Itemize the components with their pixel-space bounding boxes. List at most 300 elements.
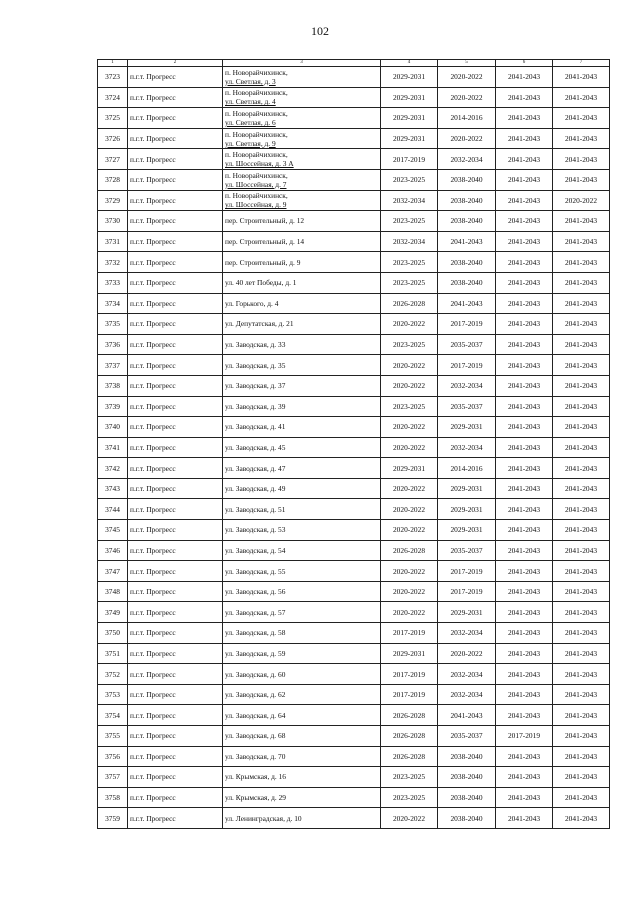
address-line: п. Новорайчихинск,: [225, 150, 288, 160]
settlement-cell: п.г.т. Прогресс: [128, 726, 223, 747]
period-col6-cell: 2041-2043: [496, 149, 553, 170]
settlement-cell: п.г.т. Прогресс: [128, 787, 223, 808]
settlement-cell: п.г.т. Прогресс: [128, 231, 223, 252]
period-col5-cell: 2032-2034: [438, 149, 496, 170]
table-row: [98, 272, 610, 293]
row-number: 3748: [98, 581, 128, 602]
settlement-cell: п.г.т. Прогресс: [128, 602, 223, 623]
period-col7-cell: 2041-2043: [553, 664, 610, 685]
table-row: [98, 252, 610, 273]
settlement-cell: п.г.т. Прогресс: [128, 417, 223, 438]
table-row: [98, 211, 610, 232]
row-number: 3743: [98, 478, 128, 499]
period-col6-cell: 2041-2043: [496, 561, 553, 582]
column-number: 4: [381, 60, 438, 67]
period-col7-cell: 2041-2043: [553, 169, 610, 190]
address-cell: [223, 169, 381, 190]
period-col7-cell: 2041-2043: [553, 334, 610, 355]
period-col7-cell: 2041-2043: [553, 746, 610, 767]
period-col5-cell: 2035-2037: [438, 726, 496, 747]
settlement-cell: п.г.т. Прогресс: [128, 128, 223, 149]
period-col7-cell: 2041-2043: [553, 643, 610, 664]
address-line: ул. Заводская, д. 59: [225, 648, 286, 658]
address-line: ул. Заводская, д. 56: [225, 587, 286, 597]
period-col5-cell: 2029-2031: [438, 417, 496, 438]
period-col7-cell: 2041-2043: [553, 726, 610, 747]
column-number: 6: [496, 60, 553, 67]
table-row: [98, 108, 610, 129]
settlement-cell: п.г.т. Прогресс: [128, 520, 223, 541]
period-col7-cell: 2020-2022: [553, 190, 610, 211]
address-line: п. Новорайчихинск,: [225, 191, 288, 201]
settlement-cell: п.г.т. Прогресс: [128, 623, 223, 644]
address-cell: [223, 128, 381, 149]
period-col4-cell: 2023-2025: [381, 272, 438, 293]
period-col7-cell: 2041-2043: [553, 499, 610, 520]
settlement-cell: п.г.т. Прогресс: [128, 437, 223, 458]
period-col4-cell: 2026-2028: [381, 746, 438, 767]
period-col4-cell: 2032-2034: [381, 190, 438, 211]
settlement-cell: п.г.т. Прогресс: [128, 211, 223, 232]
address-cell: [223, 602, 381, 623]
address-cell: [223, 211, 381, 232]
period-col5-cell: 2017-2019: [438, 355, 496, 376]
period-col4-cell: 2023-2025: [381, 787, 438, 808]
table-row: [98, 581, 610, 602]
period-col4-cell: 2023-2025: [381, 334, 438, 355]
address-cell: [223, 684, 381, 705]
table-row: [98, 396, 610, 417]
address-line: ул. Крымская, д. 29: [225, 793, 287, 803]
row-number: 3754: [98, 705, 128, 726]
address-cell: [223, 787, 381, 808]
address-line: ул. Заводская, д. 37: [225, 381, 286, 391]
table-row: [98, 190, 610, 211]
period-col5-cell: 2029-2031: [438, 520, 496, 541]
period-col7-cell: 2041-2043: [553, 458, 610, 479]
row-number: 3755: [98, 726, 128, 747]
table-row: [98, 561, 610, 582]
period-col5-cell: 2017-2019: [438, 314, 496, 335]
row-number: 3732: [98, 252, 128, 273]
period-col5-cell: 2041-2043: [438, 705, 496, 726]
address-line: п. Новорайчихинск,: [225, 88, 288, 98]
period-col4-cell: 2023-2025: [381, 169, 438, 190]
row-number: 3744: [98, 499, 128, 520]
period-col7-cell: 2041-2043: [553, 808, 610, 829]
address-line: ул. Светлая, д. 6: [225, 117, 276, 127]
address-cell: [223, 623, 381, 644]
period-col6-cell: 2041-2043: [496, 499, 553, 520]
column-number-row: [98, 60, 610, 67]
address-cell: [223, 664, 381, 685]
period-col5-cell: 2020-2022: [438, 67, 496, 88]
period-col6-cell: 2041-2043: [496, 520, 553, 541]
period-col5-cell: 2032-2034: [438, 684, 496, 705]
settlement-cell: п.г.т. Прогресс: [128, 478, 223, 499]
period-col7-cell: 2041-2043: [553, 478, 610, 499]
settlement-cell: п.г.т. Прогресс: [128, 581, 223, 602]
address-cell: [223, 314, 381, 335]
period-col4-cell: 2029-2031: [381, 128, 438, 149]
row-number: 3736: [98, 334, 128, 355]
address-line: ул. Шоссейная, д. 7: [225, 179, 287, 189]
table-row: [98, 334, 610, 355]
address-cell: [223, 417, 381, 438]
period-col4-cell: 2023-2025: [381, 252, 438, 273]
table-row: [98, 169, 610, 190]
address-line: ул. Заводская, д. 35: [225, 360, 286, 370]
column-number: 5: [438, 60, 496, 67]
period-col4-cell: 2029-2031: [381, 67, 438, 88]
period-col7-cell: 2041-2043: [553, 540, 610, 561]
settlement-cell: п.г.т. Прогресс: [128, 458, 223, 479]
period-col6-cell: 2041-2043: [496, 808, 553, 829]
address-line: ул. Ленинградская, д. 10: [225, 813, 302, 823]
period-col7-cell: 2041-2043: [553, 705, 610, 726]
row-number: 3757: [98, 767, 128, 788]
row-number: 3759: [98, 808, 128, 829]
settlement-cell: п.г.т. Прогресс: [128, 355, 223, 376]
period-col5-cell: 2038-2040: [438, 169, 496, 190]
period-col4-cell: 2032-2034: [381, 231, 438, 252]
settlement-cell: п.г.т. Прогресс: [128, 643, 223, 664]
period-col5-cell: 2035-2037: [438, 396, 496, 417]
period-col4-cell: 2020-2022: [381, 314, 438, 335]
table-row: [98, 417, 610, 438]
address-line: ул. Заводская, д. 60: [225, 669, 286, 679]
period-col4-cell: 2026-2028: [381, 705, 438, 726]
address-cell: [223, 334, 381, 355]
row-number: 3734: [98, 293, 128, 314]
table-row: [98, 643, 610, 664]
settlement-cell: п.г.т. Прогресс: [128, 767, 223, 788]
address-line: п. Новорайчихинск,: [225, 108, 288, 118]
row-number: 3752: [98, 664, 128, 685]
period-col6-cell: 2041-2043: [496, 375, 553, 396]
row-number: 3735: [98, 314, 128, 335]
row-number: 3740: [98, 417, 128, 438]
period-col7-cell: 2041-2043: [553, 623, 610, 644]
row-number: 3756: [98, 746, 128, 767]
period-col6-cell: 2041-2043: [496, 211, 553, 232]
period-col4-cell: 2017-2019: [381, 149, 438, 170]
period-col6-cell: 2041-2043: [496, 334, 553, 355]
row-number: 3728: [98, 169, 128, 190]
period-col5-cell: 2032-2034: [438, 437, 496, 458]
address-cell: [223, 149, 381, 170]
address-cell: [223, 726, 381, 747]
settlement-cell: п.г.т. Прогресс: [128, 540, 223, 561]
period-col7-cell: 2041-2043: [553, 417, 610, 438]
address-line: пер. Строительный, д. 12: [225, 216, 305, 226]
address-line: ул. Светлая, д. 4: [225, 97, 276, 107]
address-cell: [223, 190, 381, 211]
period-col6-cell: 2041-2043: [496, 231, 553, 252]
period-col4-cell: 2029-2031: [381, 458, 438, 479]
period-col5-cell: 2029-2031: [438, 602, 496, 623]
address-line: ул. Заводская, д. 57: [225, 607, 286, 617]
period-col5-cell: 2041-2043: [438, 293, 496, 314]
period-col7-cell: 2041-2043: [553, 787, 610, 808]
table-row: [98, 808, 610, 829]
row-number: 3750: [98, 623, 128, 644]
period-col7-cell: 2041-2043: [553, 396, 610, 417]
period-col6-cell: 2041-2043: [496, 272, 553, 293]
period-col7-cell: 2041-2043: [553, 602, 610, 623]
period-col7-cell: 2041-2043: [553, 87, 610, 108]
address-cell: [223, 437, 381, 458]
address-cell: [223, 808, 381, 829]
address-line: ул. Заводская, д. 58: [225, 628, 286, 638]
period-col4-cell: 2026-2028: [381, 293, 438, 314]
address-line: пер. Строительный, д. 14: [225, 237, 305, 247]
address-line: ул. Заводская, д. 33: [225, 340, 286, 350]
row-number: 3746: [98, 540, 128, 561]
period-col4-cell: 2020-2022: [381, 602, 438, 623]
row-number: 3730: [98, 211, 128, 232]
row-number: 3742: [98, 458, 128, 479]
address-cell: [223, 705, 381, 726]
period-col5-cell: 2014-2016: [438, 458, 496, 479]
period-col5-cell: 2041-2043: [438, 231, 496, 252]
address-cell: [223, 767, 381, 788]
row-number: 3751: [98, 643, 128, 664]
column-number: 3: [223, 60, 381, 67]
address-line: ул. Заводская, д. 45: [225, 442, 286, 452]
period-col7-cell: 2041-2043: [553, 314, 610, 335]
row-number: 3729: [98, 190, 128, 211]
schedule-table: [97, 59, 610, 829]
period-col5-cell: 2020-2022: [438, 128, 496, 149]
address-line: ул. Заводская, д. 64: [225, 710, 286, 720]
period-col5-cell: 2020-2022: [438, 643, 496, 664]
address-line: ул. Заводская, д. 68: [225, 731, 286, 741]
table-row: [98, 293, 610, 314]
period-col5-cell: 2038-2040: [438, 746, 496, 767]
settlement-cell: п.г.т. Прогресс: [128, 314, 223, 335]
period-col6-cell: 2041-2043: [496, 67, 553, 88]
row-number: 3739: [98, 396, 128, 417]
column-number: 1: [98, 60, 128, 67]
row-number: 3726: [98, 128, 128, 149]
period-col4-cell: 2020-2022: [381, 375, 438, 396]
period-col5-cell: 2029-2031: [438, 499, 496, 520]
period-col7-cell: 2041-2043: [553, 211, 610, 232]
address-line: ул. Заводская, д. 62: [225, 690, 286, 700]
address-line: ул. Заводская, д. 55: [225, 566, 286, 576]
settlement-cell: п.г.т. Прогресс: [128, 375, 223, 396]
settlement-cell: п.г.т. Прогресс: [128, 746, 223, 767]
period-col5-cell: 2038-2040: [438, 767, 496, 788]
period-col5-cell: 2017-2019: [438, 561, 496, 582]
period-col5-cell: 2035-2037: [438, 540, 496, 561]
address-cell: [223, 375, 381, 396]
address-line: ул. Крымская, д. 16: [225, 772, 287, 782]
period-col7-cell: 2041-2043: [553, 437, 610, 458]
table-row: [98, 355, 610, 376]
period-col4-cell: 2029-2031: [381, 643, 438, 664]
period-col5-cell: 2029-2031: [438, 478, 496, 499]
table-row: [98, 767, 610, 788]
period-col4-cell: 2017-2019: [381, 664, 438, 685]
period-col4-cell: 2023-2025: [381, 767, 438, 788]
row-number: 3737: [98, 355, 128, 376]
period-col4-cell: 2017-2019: [381, 623, 438, 644]
period-col4-cell: 2020-2022: [381, 808, 438, 829]
period-col7-cell: 2041-2043: [553, 272, 610, 293]
settlement-cell: п.г.т. Прогресс: [128, 190, 223, 211]
row-number: 3749: [98, 602, 128, 623]
table-row: [98, 231, 610, 252]
table-row: [98, 623, 610, 644]
period-col4-cell: 2017-2019: [381, 684, 438, 705]
settlement-cell: п.г.т. Прогресс: [128, 499, 223, 520]
period-col6-cell: 2041-2043: [496, 746, 553, 767]
period-col5-cell: 2038-2040: [438, 252, 496, 273]
address-cell: [223, 293, 381, 314]
period-col7-cell: 2041-2043: [553, 67, 610, 88]
period-col6-cell: 2041-2043: [496, 293, 553, 314]
period-col6-cell: 2041-2043: [496, 355, 553, 376]
row-number: 3727: [98, 149, 128, 170]
address-line: ул. Шоссейная, д. 3 А: [225, 159, 294, 169]
table-row: [98, 602, 610, 623]
address-cell: [223, 272, 381, 293]
period-col4-cell: 2020-2022: [381, 478, 438, 499]
address-cell: [223, 746, 381, 767]
row-number: 3738: [98, 375, 128, 396]
address-line: ул. Горького, д. 4: [225, 298, 279, 308]
address-cell: [223, 478, 381, 499]
period-col5-cell: 2032-2034: [438, 664, 496, 685]
column-number: 7: [553, 60, 610, 67]
period-col6-cell: 2041-2043: [496, 623, 553, 644]
period-col4-cell: 2026-2028: [381, 726, 438, 747]
table-row: [98, 499, 610, 520]
row-number: 3747: [98, 561, 128, 582]
row-number: 3753: [98, 684, 128, 705]
table-row: [98, 149, 610, 170]
settlement-cell: п.г.т. Прогресс: [128, 334, 223, 355]
row-number: 3725: [98, 108, 128, 129]
table-row: [98, 67, 610, 88]
period-col7-cell: 2041-2043: [553, 293, 610, 314]
settlement-cell: п.г.т. Прогресс: [128, 87, 223, 108]
period-col6-cell: 2041-2043: [496, 396, 553, 417]
row-number: 3758: [98, 787, 128, 808]
period-col6-cell: 2041-2043: [496, 581, 553, 602]
address-line: ул. Заводская, д. 47: [225, 463, 286, 473]
page-number: 102: [311, 24, 329, 38]
period-col6-cell: 2041-2043: [496, 643, 553, 664]
period-col6-cell: 2041-2043: [496, 787, 553, 808]
address-line: ул. Заводская, д. 70: [225, 751, 286, 761]
settlement-cell: п.г.т. Прогресс: [128, 67, 223, 88]
address-line: п. Новорайчихинск,: [225, 67, 288, 77]
period-col6-cell: 2041-2043: [496, 602, 553, 623]
settlement-cell: п.г.т. Прогресс: [128, 561, 223, 582]
period-col7-cell: 2041-2043: [553, 684, 610, 705]
address-cell: [223, 252, 381, 273]
address-cell: [223, 499, 381, 520]
row-number: 3723: [98, 67, 128, 88]
address-line: ул. Светлая, д. 3: [225, 76, 276, 86]
column-number: 2: [128, 60, 223, 67]
period-col4-cell: 2020-2022: [381, 499, 438, 520]
period-col5-cell: 2017-2019: [438, 581, 496, 602]
period-col5-cell: 2014-2016: [438, 108, 496, 129]
period-col6-cell: 2041-2043: [496, 108, 553, 129]
period-col5-cell: 2038-2040: [438, 808, 496, 829]
period-col7-cell: 2041-2043: [553, 375, 610, 396]
address-cell: [223, 87, 381, 108]
period-col4-cell: 2029-2031: [381, 108, 438, 129]
row-number: 3745: [98, 520, 128, 541]
table-row: [98, 87, 610, 108]
settlement-cell: п.г.т. Прогресс: [128, 169, 223, 190]
period-col6-cell: 2017-2019: [496, 726, 553, 747]
address-cell: [223, 396, 381, 417]
period-col6-cell: 2041-2043: [496, 190, 553, 211]
period-col6-cell: 2041-2043: [496, 437, 553, 458]
period-col5-cell: 2032-2034: [438, 623, 496, 644]
period-col6-cell: 2041-2043: [496, 169, 553, 190]
address-line: ул. Заводская, д. 49: [225, 484, 286, 494]
period-col6-cell: 2041-2043: [496, 478, 553, 499]
period-col6-cell: 2041-2043: [496, 417, 553, 438]
settlement-cell: п.г.т. Прогресс: [128, 293, 223, 314]
period-col4-cell: 2020-2022: [381, 561, 438, 582]
table-row: [98, 128, 610, 149]
address-line: п. Новорайчихинск,: [225, 170, 288, 180]
address-line: ул. Шоссейная, д. 9: [225, 200, 287, 210]
period-col6-cell: 2041-2043: [496, 664, 553, 685]
address-cell: [223, 540, 381, 561]
period-col6-cell: 2041-2043: [496, 458, 553, 479]
period-col6-cell: 2041-2043: [496, 540, 553, 561]
address-line: ул. 40 лет Победы, д. 1: [225, 278, 297, 288]
address-line: ул. Заводская, д. 51: [225, 504, 286, 514]
period-col4-cell: 2020-2022: [381, 417, 438, 438]
period-col5-cell: 2038-2040: [438, 272, 496, 293]
period-col7-cell: 2041-2043: [553, 520, 610, 541]
period-col7-cell: 2041-2043: [553, 149, 610, 170]
period-col6-cell: 2041-2043: [496, 684, 553, 705]
row-number: 3741: [98, 437, 128, 458]
table-row: [98, 540, 610, 561]
period-col6-cell: 2041-2043: [496, 87, 553, 108]
address-cell: [223, 520, 381, 541]
period-col7-cell: 2041-2043: [553, 355, 610, 376]
period-col4-cell: 2020-2022: [381, 520, 438, 541]
period-col5-cell: 2035-2037: [438, 334, 496, 355]
table-row: [98, 458, 610, 479]
period-col7-cell: 2041-2043: [553, 581, 610, 602]
period-col6-cell: 2041-2043: [496, 128, 553, 149]
table-row: [98, 726, 610, 747]
table-row: [98, 746, 610, 767]
settlement-cell: п.г.т. Прогресс: [128, 108, 223, 129]
address-line: п. Новорайчихинск,: [225, 129, 288, 139]
table-row: [98, 684, 610, 705]
table-row: [98, 437, 610, 458]
period-col5-cell: 2038-2040: [438, 787, 496, 808]
period-col4-cell: 2020-2022: [381, 581, 438, 602]
period-col4-cell: 2020-2022: [381, 355, 438, 376]
table-row: [98, 478, 610, 499]
address-line: ул. Заводская, д. 41: [225, 422, 286, 432]
